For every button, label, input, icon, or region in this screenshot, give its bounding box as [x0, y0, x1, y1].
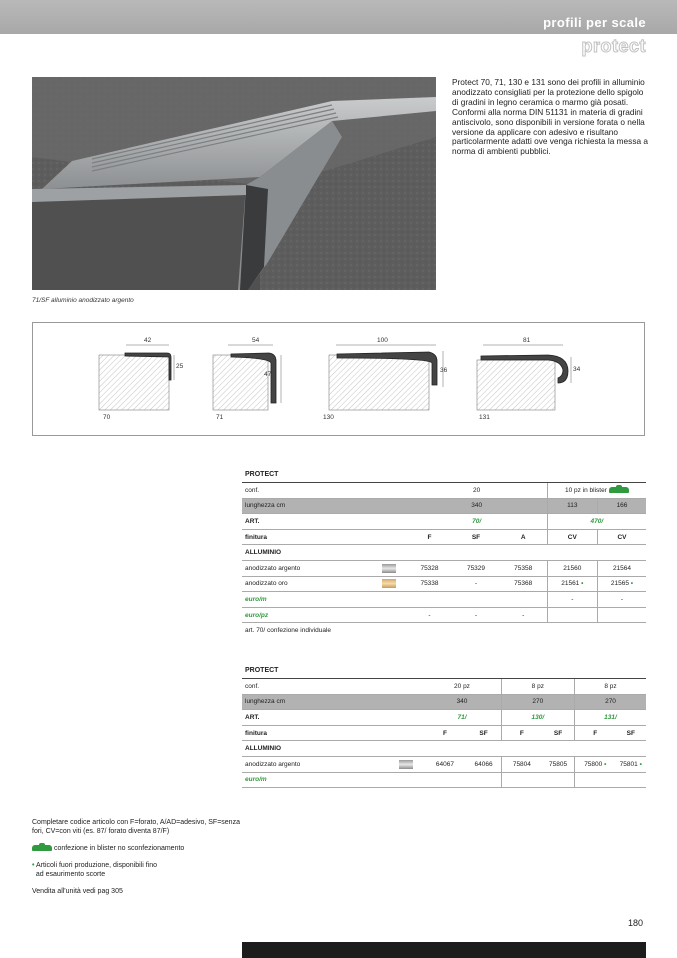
blister-note: confezione in blister no sconfezionamento [32, 844, 252, 853]
euro-pz-label: euro/pz [242, 607, 371, 623]
dim-width-70: 42 [144, 337, 152, 344]
conf-label: conf. [242, 483, 371, 499]
finish-cv-2: CV [597, 529, 646, 545]
art-label: ART. [242, 710, 389, 726]
material-label: ALLUMINIO [242, 741, 646, 757]
discontinued-dot: • [630, 580, 634, 588]
spec-table-70-470: PROTECT conf. 20 10 pz in blister lunghezza cm 340 113 166 ART. 70/ 470/ finitura F SF A CV CV ALLUMINIO anodizzato argento 75328 75329 75358 21560 21564 anodizzato oro 75338 - 75368 21561 • 21565 • euro/m - - euro/pz - - - art. 70/ confezione individuale [242, 467, 646, 639]
intro-text: Protect 70, 71, 130 e 131 sono dei profili in alluminio anodizzato consigliati per la protezione dello spigolo di gradini in legno ceramica o marmo già posati. Conformi alla norma DIN 51131 in materia di gradini antiscivolo, sono disponibili in versione forata o nella versione da applicare con adesivo e risultano particolarmente adatti ove venga richiesta la messa a norma di ambienti pubblici. [452, 77, 649, 157]
gold-swatch [382, 579, 396, 588]
discontinued-dot: • [32, 862, 35, 869]
profile-code-131: 131 [479, 414, 490, 421]
profile-code-70: 70 [103, 414, 111, 421]
footnotes [32, 818, 252, 904]
silver-swatch [399, 760, 413, 769]
dim-height-71: 47 [264, 371, 272, 378]
euro-m-label: euro/m [242, 592, 371, 608]
art-main: 70/ [407, 514, 547, 530]
blister-icon [32, 845, 52, 851]
silver-swatch [382, 564, 396, 573]
finish-f: F [407, 529, 453, 545]
product-name: protect [581, 36, 646, 56]
discontinued-dot: • [581, 580, 584, 588]
conf-blister: 10 pz in blister [547, 483, 646, 499]
profile-drawings [33, 323, 644, 435]
photo-caption: 71/SF alluminio anodizzato argento [32, 297, 134, 304]
finish-label: finitura [242, 725, 389, 741]
dim-height-131: 34 [573, 366, 581, 373]
spec-table-71-130-131: PROTECT conf. 20 pz 8 pz 8 pz lunghezza cm 340 270 270 ART. 71/ 130/ 131/ finitura F SF F SF F SF ALLUMINIO anodizzato argento 64067 64066 75804 75805 75800 • 75801 • euro/m [242, 663, 646, 788]
page-number: 180 [628, 918, 644, 928]
table-title: PROTECT [242, 467, 646, 483]
dim-width-130: 100 [377, 337, 388, 344]
length-label: lunghezza cm [242, 498, 371, 514]
discontinued-dot: • [639, 760, 642, 768]
length-blister-2: 166 [597, 498, 646, 514]
profile-code-71: 71 [216, 414, 224, 421]
dim-width-131: 81 [523, 337, 531, 344]
length-main: 340 [407, 498, 547, 514]
dim-height-130: 36 [440, 367, 448, 374]
product-photo [32, 77, 436, 290]
section-title: profili per scale [543, 15, 646, 30]
conf-main: 20 [407, 483, 547, 499]
finish-cv-1: CV [547, 529, 597, 545]
dim-width-71: 54 [252, 337, 260, 344]
art-blister: 470/ [547, 514, 646, 530]
euro-m-label: euro/m [242, 772, 389, 788]
discontinued-dot: • [604, 760, 607, 768]
conf-label: conf. [242, 679, 389, 695]
art-label: ART. [242, 514, 371, 530]
code-note: Completare codice articolo con F=forato, A/AD=adesivo, SF=senza fori, CV=con viti (es. 87/ forato diventa 87/F) [32, 819, 240, 835]
material-label: ALLUMINIO [242, 545, 646, 561]
unit-sale-note: Vendita all'unità vedi pag 305 [32, 888, 123, 895]
blister-icon [609, 487, 629, 493]
footer-bar [242, 942, 646, 958]
discontinued-note: • Articoli fuori produzione, disponibili fino ad esaurimento scorte [32, 862, 158, 878]
finish-a: A [500, 529, 547, 545]
length-label: lunghezza cm [242, 694, 389, 710]
dim-height-70: 25 [176, 363, 184, 370]
table-note: art. 70/ confezione individuale [245, 627, 332, 635]
finish-sf: SF [452, 529, 499, 545]
table-title: PROTECT [242, 663, 646, 679]
table-row: anodizzato oro 75338 - 75368 21561 • 21565 • [242, 576, 646, 592]
profile-code-130: 130 [323, 414, 334, 421]
length-blister-1: 113 [547, 498, 597, 514]
table-row: anodizzato argento 75328 75329 75358 21560 21564 [242, 561, 646, 577]
table-row: anodizzato argento 64067 64066 75804 75805 75800 • 75801 • [242, 757, 646, 773]
profile-diagrams [32, 322, 645, 436]
finish-label: finitura [242, 529, 371, 545]
